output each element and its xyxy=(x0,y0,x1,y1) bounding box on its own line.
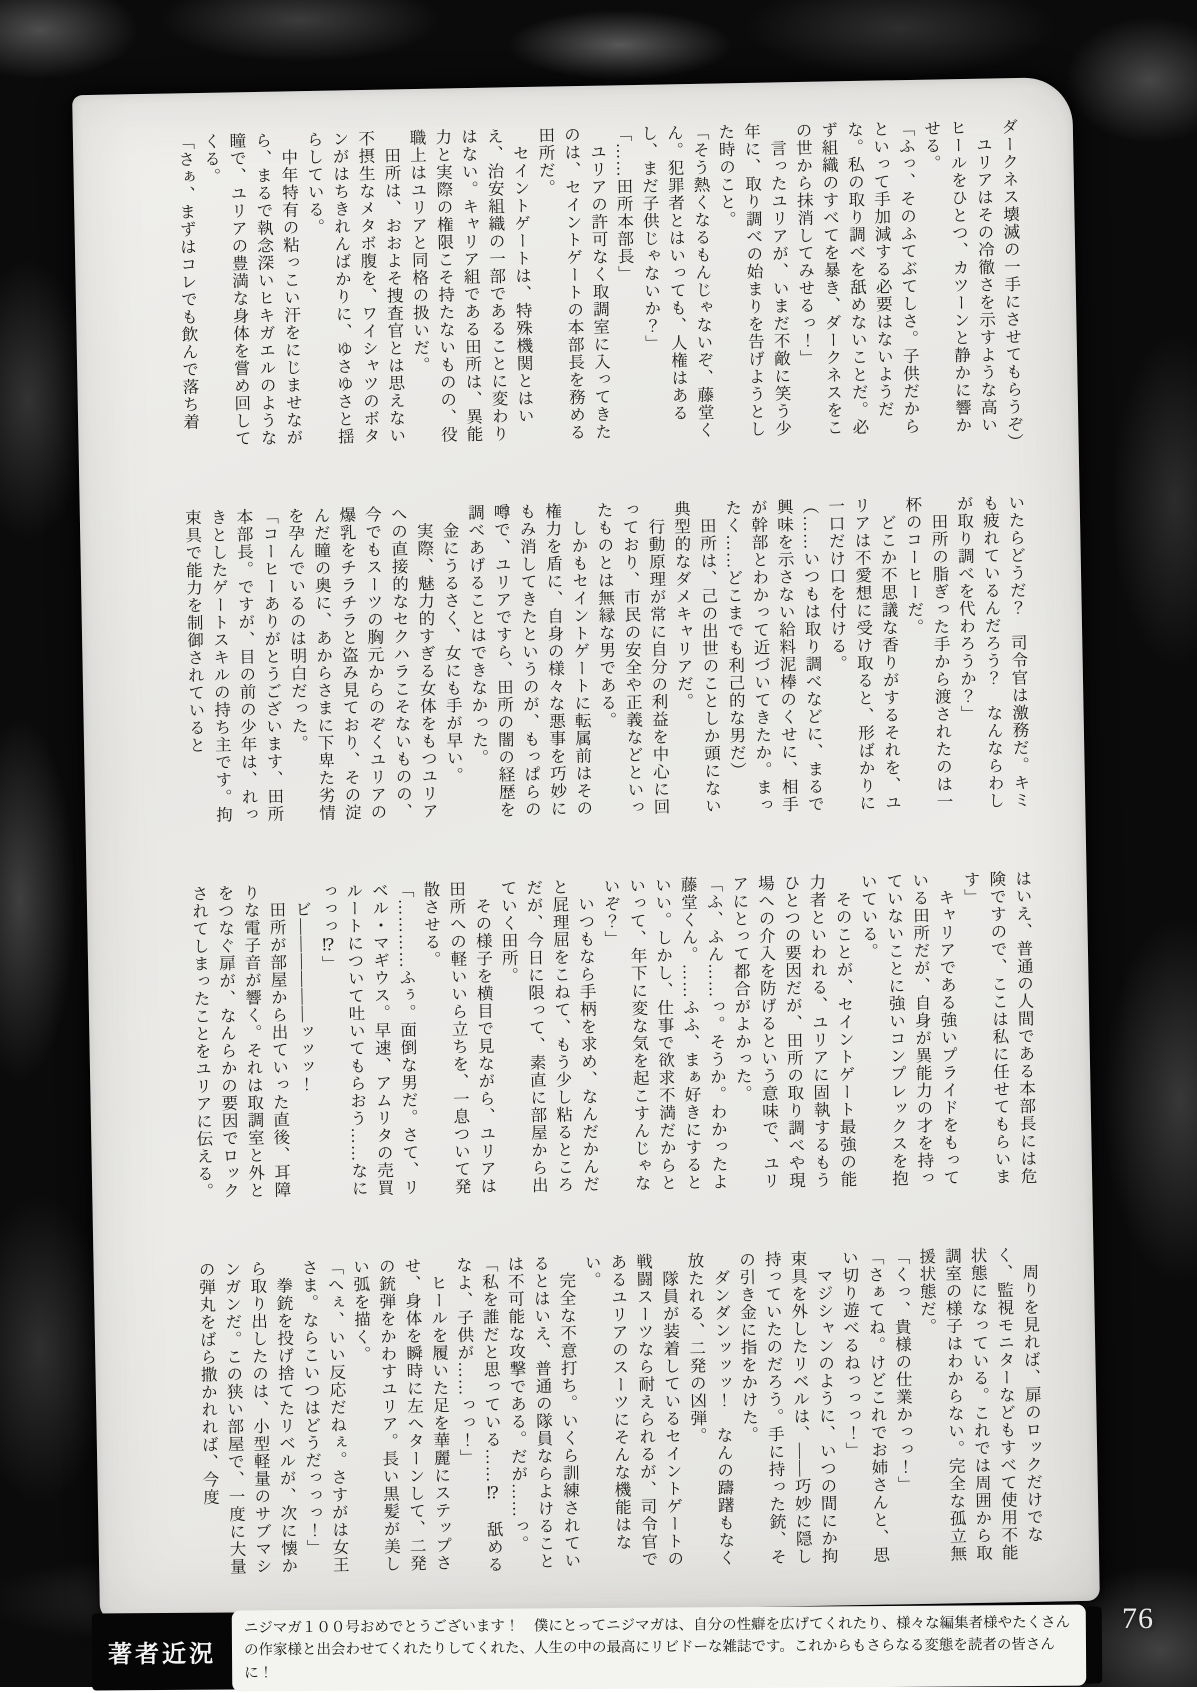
paragraph: 田所は、己の出世のことしか頭にない典型的なダメキャリアだ。 xyxy=(671,499,722,815)
paragraph: 田所が部屋から出ていった直後、耳障りな電子音が響く。それは取調室と外とをつなぐ扉が、なんらかの要因でロックされてしまったことをユリアに伝える。 xyxy=(189,883,292,1201)
author-status-bar xyxy=(92,1606,1103,1690)
paragraph: 「そう熱くなるもんじゃないぞ、藤堂くん。犯罪者とはいっても、人権はあるし、まだ子供じゃないか？」 xyxy=(638,123,715,439)
paragraph: キャリアである強いプライドをもっている田所だが、自身が異能力の才を持っていないことに強いコンプレックスを抱いている。 xyxy=(858,871,961,1188)
paragraph: マジシャンのように、いつの間にか拘束具を外したリベルは、――巧妙に隠し持っていたのだろう。手に持った銃、その引き金に指をかけた。 xyxy=(736,1249,839,1566)
text-band-1 xyxy=(121,118,1027,466)
paragraph: 実際、魅力的すぎる女体をもつユリアへの直接的なセクハラこそないものの、今でもスーツの胸元からのぞくユリアの爆乳をチラチラと盗み見ており、その淀んだ瞳の奥に、あからさまに下卑た劣情を孕んでいるのは明白だった。 xyxy=(285,504,439,822)
paragraph: はいえ、普通の人間である本部長には危険ですので、ここは私に任せてもらいます」 xyxy=(961,869,1038,1186)
paragraph: セイントゲートは、特殊機関とはいえ、治安組織の一部であることに変わりはない。キャリア組である田所は、異能力と実際の権限こそ持たないものの、役職上はユリアと同格の扱いだ。 xyxy=(406,126,535,444)
text-band-3 xyxy=(135,870,1041,1218)
paragraph: 金にうるさく、女にも手が早い。 xyxy=(439,504,464,785)
paragraph: 「私を誰だと思っている……⁉ 舐めるなよ、子供が……っっ！」 xyxy=(453,1255,504,1574)
paragraph: 中年特有の粘っこい汗をにじませながら、まるで執念深いヒキガエルのような瞳で、ユリアの豊満な身体を嘗め回してくる。 xyxy=(201,131,304,448)
novel-page-scan xyxy=(72,77,1100,1619)
paragraph: 拳銃を投げ捨てたリベルが、次に懐から取り出したのは、小型軽量のサブマシンガンだ。この狭い部屋で、一度に大量の弾丸をばら撒かれれば、今度 xyxy=(196,1259,298,1576)
paragraph: どこか不思議な香りがするそれを、ユリアは不愛想に受け取ると、形ばかりに一口だけ口を付ける。 xyxy=(825,496,902,813)
text-band-2 xyxy=(128,494,1034,842)
paragraph: 「さぁ、まずはコレでも飲んで落ち着 xyxy=(175,133,200,431)
paragraph: 田所は、おおよそ捜査官とは思えない不摂生なメタボ腹を、ワイシャツのボタンがはちきれんばかりに、ゆさゆさと揺らしている。 xyxy=(303,129,406,446)
paragraph: 「…………ふぅ。面倒な男だ。さて、リベル・マギウス。早速、アムリタの売買ルートについて吐いてもらおう……なにっっっ⁉」 xyxy=(317,881,420,1198)
paragraph: 「ふ、ふん……っ。そうか。わかったよ藤堂くん。……ふふ、まぁ好きにするといい。しかし、仕事で欲求不満だからといって、年下に変な気を起こすんじゃないぞ？」 xyxy=(600,875,729,1193)
paragraph: しかもセイントゲートに転属前はその権力を盾に、自身の様々な悪事を巧妙にもみ消してきたというのが、もっぱらの噂で、ユリアですら、田所の闇の経歴を調べあげることはできなかった。 xyxy=(465,501,593,819)
author-status-label: 著者近況 xyxy=(107,1640,217,1669)
paragraph: 「……田所本部長」 xyxy=(612,125,635,283)
paragraph: その様子を横目で見ながら、ユリアは田所への軽いいら立ちを、一息ついて発散させる。 xyxy=(420,879,497,1196)
paragraph: そのことが、セイントゲート最強の能力者といわれる、ユリアに固執するもうひとつの要因だが、田所の取り調べや現場への介入を防げるという意味で、ユリアにとって都合がよかった。 xyxy=(729,873,858,1190)
paragraph: 「コーヒーありがとうございます、田所本部長。ですが、目の前の少年は、れっきとしたゲートスキルの持ち主です。拘束具で能力を制御されていると xyxy=(182,507,285,824)
novel-text-area xyxy=(72,77,1100,1619)
paragraph: ユリアの許可なく取調室に入ってきたのは、セイントゲートの本部長を務める田所だ。 xyxy=(535,125,612,442)
paragraph: 完全な不意打ち。いくら訓練されているとはいえ、普通の隊員ならよけることは不可能な攻撃である。だが……っ。 xyxy=(504,1254,581,1571)
paragraph: 言ったユリアが、いまだ不敵に笑う少年に、取り調べの始まりを告げようとした時のこと。 xyxy=(715,122,792,438)
paragraph: 「さぁてね。けどこれでお姉さんと、思い切り遊べるねっっっ！」 xyxy=(839,1248,890,1564)
paragraph: 隊員が装着しているセイントゲートの戦闘スーツなら耐えられるが、司令官であるユリアのスーツにそんな機能はない。 xyxy=(581,1252,684,1569)
paragraph: ダンダンッッッ！ なんの躊躇もなく放たれる、二発の凶弾。 xyxy=(684,1251,736,1567)
paragraph: いつもなら手柄を求め、なんだかんだと屁理屈をこねて、もう少し粘るところだが、今日に限って、素直に部屋から出ていく田所。 xyxy=(497,877,600,1195)
paragraph: いたらどうだ？ 司令官は激務だ。キミも疲れているんだろう？ なんならわしが取り調べを代わろうか？」 xyxy=(954,493,1031,810)
paragraph: 「くっ、貴様の仕業かっっ！」 xyxy=(890,1248,915,1494)
text-band-4 xyxy=(142,1246,1048,1594)
paragraph: ユリアはその冷徹さを示すような高いヒールをひとつ、カツーンと静かに響かせる。 xyxy=(921,118,998,435)
author-status-comment: ニジマガ１００号おめでとうございます！ 僕にとってニジマガは、自分の性癖を広げてくれたり、様々な編集者様やたくさんの作家様と出会わせてくれたりしてくれた、人生の中の最高にリビドーな雑誌です。これからもさらなる変態を読者の皆さんに！ xyxy=(232,1604,1087,1691)
paragraph: ビ――――――ッッッ！ xyxy=(292,883,315,1094)
paragraph: 行動原理が常に自分の利益を中心に回っており、市民の安全や正義などといったものとは無縁な男である。 xyxy=(593,500,671,817)
paragraph: ヒールを履いた足を華麗にステップさせ、身体を瞬時に左へターンして、二発の銃弾をかわすユリア。長い黒髪が美しい弧を描く。 xyxy=(350,1256,453,1573)
paragraph: 周りを見れば、扉のロックだけでなく、監視モニターなどもすべて使用不能状態になっている。これでは周囲から取調室の様子はわからない。完全な孤立無援状態だ。 xyxy=(916,1245,1044,1563)
paragraph: 田所の脂ぎった手から渡されたのは一杯のコーヒーだ。 xyxy=(902,495,954,811)
page-number: 76 xyxy=(1122,1602,1154,1635)
paragraph: ダークネス壊滅の一手にさせてもらうぞ） xyxy=(998,117,1024,451)
paragraph: 「ふっ、そのふてぶてしさ。子供だからといって手加減する必要はないようだな。私の取り調べを舐めないことだ。必ず組織のすべてを暴き、ダークネスをこの世から抹消してみせるっ！」 xyxy=(792,119,921,437)
paragraph: 「へぇ、いい反応だねぇ。さすがは女王さま。ならこいつはどうだっっっ！」 xyxy=(298,1258,350,1574)
paragraph: （……いつもは取り調べなどに、まるで興味を示さない給料泥棒のくせに、相手が幹部とわかって近づいてきたか。まったく……どこまでも利己的な男だ） xyxy=(722,497,825,814)
